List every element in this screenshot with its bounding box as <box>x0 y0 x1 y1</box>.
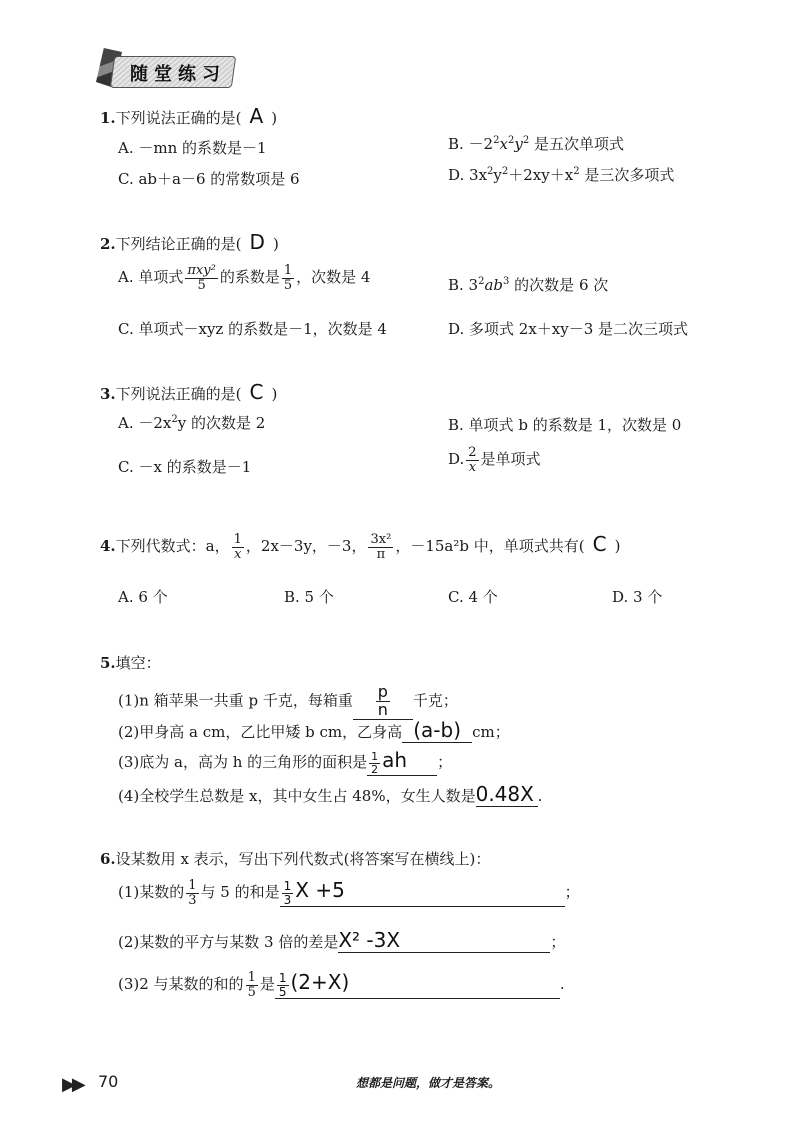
q3-option-a: A. $-2x^2y$ 的次数是 2 <box>118 414 266 432</box>
q5-item-2: (2)甲身高 a cm，乙比甲矮 b cm，乙身高 (a-b) cm； <box>118 718 510 742</box>
page-number: 70 <box>98 1072 119 1091</box>
q3-option-b: B. 单项式 b 的系数是 1，次数是 0 <box>448 416 682 434</box>
q5-item-1: (1)n 箱苹果一共重 p 千克，每箱重 $\frac{p}{n}$ 千克； <box>118 682 458 719</box>
q3-option-c: C. －x 的系数是－1 <box>118 458 252 476</box>
q1-option-d: D. $3x^2y^2+2xy+x^2$ 是三次多项式 <box>448 166 675 184</box>
q1-stem: 1.下列说法正确的是( A ) <box>100 104 278 128</box>
section-title: 随堂练习 <box>130 64 226 85</box>
q5-answer-1: $\frac{p}{n}$ <box>353 684 413 720</box>
fraction: $\frac{1}{5}$ <box>247 969 256 1000</box>
q2-answer: D <box>249 230 265 254</box>
footer-motto: 想都是问题，做才是答案。 <box>356 1076 501 1090</box>
fraction: $\frac{2}{x}$ <box>468 445 477 475</box>
q3-stem: 3.下列说法正确的是( C ) <box>100 380 278 404</box>
q1-answer: A <box>249 104 264 128</box>
q4-option-a: A. 6 个 <box>118 588 168 606</box>
q3-answer: C <box>249 380 264 404</box>
q5-stem: 5.填空： <box>100 654 161 672</box>
q6-item-3: (3)2 与某数的和的 $\frac{1}{5}$ 是 $\frac{1}{5}$ (2+X) . <box>118 969 565 1000</box>
q4-stem: 4.下列代数式：a， $\frac{1}{x}$ ，2x－3y，－3， $\frac{\text{3x²}}{\pi}$ ，－15a²b 中，单项式共有( C ) <box>100 531 621 562</box>
q5-item-3: (3)底为 a，高为 h 的三角形的面积是 $\frac{1}{2}$ ah ； <box>118 748 453 776</box>
q1-option-c: C. ab＋a－6 的常数项是 6 <box>118 170 300 188</box>
fraction: $\frac{1}{5}$ <box>283 263 293 293</box>
q5-answer-3: $\frac{1}{2}$ ah <box>367 748 437 776</box>
q4-answer: C <box>592 532 607 556</box>
q4-option-c: C. 4 个 <box>448 588 498 606</box>
q5-answer-4: 0.48X <box>476 782 538 807</box>
q6-answer-3: $\frac{1}{5}$ (2+X) <box>275 970 560 999</box>
q1-option-a: A. －mn 的系数是－1 <box>118 139 267 157</box>
q1-option-b: B. $-2^2x^2y^2$ 是五次单项式 <box>448 135 624 153</box>
q4-option-b: B. 5 个 <box>284 588 334 606</box>
q6-answer-1: $\frac{1}{3}$ X +5 <box>280 878 565 907</box>
q2-option-d: D. 多项式 2x＋xy－3 是二次三项式 <box>448 320 689 338</box>
fraction: $\frac{\text{3x²}}{\pi}$ <box>370 531 392 562</box>
fraction: $\frac{1}{3}$ <box>188 877 197 908</box>
q4-option-d: D. 3 个 <box>612 588 663 606</box>
q5-item-4: (4)全校学生总数是 x，其中女生占 48%，女生人数是0.48X . <box>118 782 543 806</box>
q2-option-c: C. 单项式－xyz 的系数是－1，次数是 4 <box>118 320 387 338</box>
q6-item-1: (1)某数的 $\frac{1}{3}$ 与 5 的和是 $\frac{1}{3}$ X +5 ； <box>118 877 580 908</box>
fraction: $\frac{\text{πxy²}}{5}$ <box>187 263 216 293</box>
q2-stem: 2.下列结论正确的是( D ) <box>100 230 279 254</box>
fraction: $\frac{1}{x}$ <box>233 531 242 562</box>
q6-stem: 6.设某数用 x 表示，写出下列代数式(将答案写在横线上)： <box>100 850 491 868</box>
q5-answer-2: (a-b) <box>402 718 472 743</box>
q2-option-a: A. 单项式 $\frac{\text{πxy²}}{5}$ 的系数是 $\frac{1}{5}$ ，次数是 4 <box>118 263 371 293</box>
q2-option-b: B. $3^2ab^3$ 的次数是 6 次 <box>448 276 609 294</box>
q3-option-d: D. $\frac{2}{x}$ 是单项式 <box>448 445 541 475</box>
double-arrow-icon: ▶▶ <box>62 1074 82 1095</box>
q6-answer-2: X² -3X <box>338 928 550 953</box>
q6-item-2: (2)某数的平方与某数 3 倍的差是X² -3X ； <box>118 928 566 952</box>
